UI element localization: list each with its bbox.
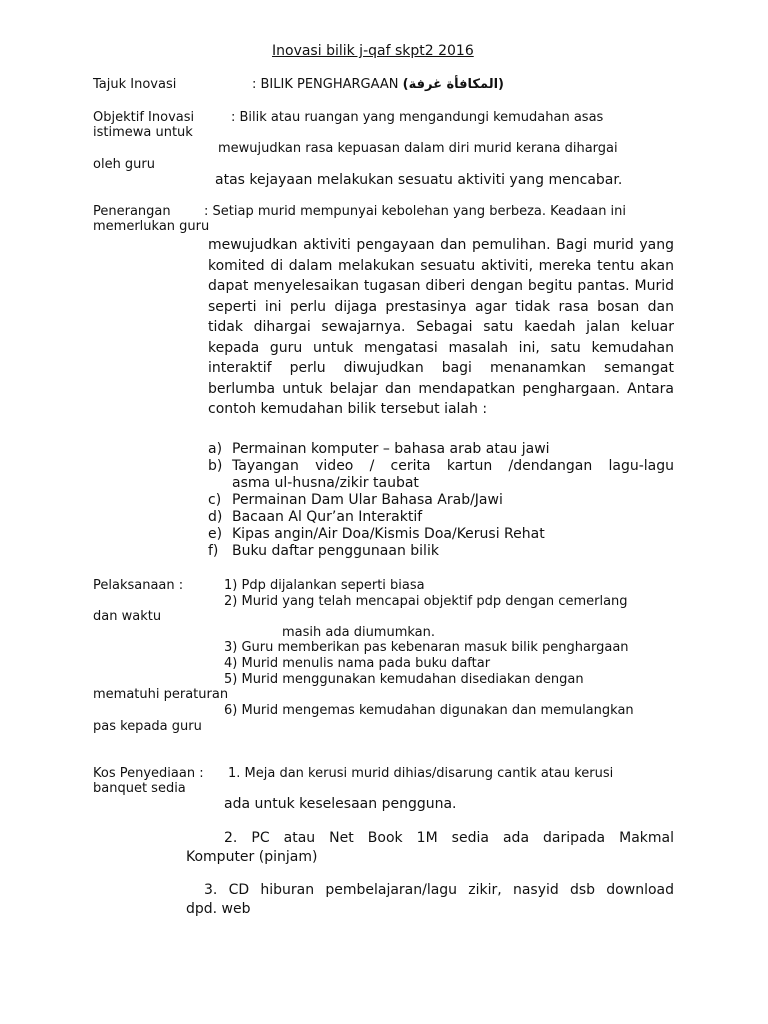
kos-label: Kos Penyediaan : <box>93 766 204 781</box>
list-item <box>208 543 674 560</box>
pelaksanaan-step-2: 2) Murid yang telah mencapai objektif pdp dengan cemerlang <box>224 594 628 609</box>
kos-item-2: 2. PC atau Net Book 1M sedia ada daripada Makmal <box>224 830 674 846</box>
pelaksanaan-step-6-cont: pas kepada guru <box>93 719 202 734</box>
penerangan-paragraph: mewujudkan aktiviti pengayaan dan pemulihan. Bagi murid yang komited di dalam melakukan sesuatu aktiviti, mereka tentu akan dapat menyelesaikan tugasan diberi dengan begitu pantas. Murid seperti ini perlu dijaga prestasinya agar tidak rasa bosan dan tidak dihargai sewajarnya. Sebagai satu kaedah jalan keluar kepada guru untuk mengatasi masalah ini, satu kemudahan interaktif perlu diwujudkan bagi menanamkan semangat berlumba untuk belajar dan mendapatkan penghargaan. Antara contoh kemudahan bilik tersebut ialah : <box>208 237 674 417</box>
tajuk-arabic: (المكافأة غرفة) <box>402 77 504 92</box>
list-item <box>208 458 674 475</box>
pelaksanaan-step-1: 1) Pdp dijalankan seperti biasa <box>224 578 425 593</box>
kos-item-2-cont: Komputer (pinjam) <box>186 849 318 865</box>
list-item-label: c) <box>208 492 222 508</box>
pelaksanaan-step-4: 4) Murid menulis nama pada buku daftar <box>224 656 491 671</box>
pelaksanaan-step-3: 3) Guru memberikan pas kebenaran masuk bilik penghargaan <box>224 640 629 655</box>
kemudahan-list <box>208 441 674 560</box>
document-title: Inovasi bilik j-qaf skpt2 2016 <box>272 43 474 59</box>
kos-item-1-cont-2: ada untuk keselesaan pengguna. <box>224 796 457 812</box>
list-item-label: f) <box>208 543 219 559</box>
objektif-line-3: mewujudkan rasa kepuasan dalam diri murid kerana dihargai <box>218 141 618 156</box>
objektif-line-5: atas kejayaan melakukan sesuatu aktiviti yang mencabar. <box>215 172 623 188</box>
list-item-text: Permainan Dam Ular Bahasa Arab/Jawi <box>232 492 503 508</box>
penerangan-line-1: : Setiap murid mempunyai kebolehan yang berbeza. Keadaan ini <box>204 204 627 219</box>
objektif-line-2: istimewa untuk <box>93 125 193 140</box>
pelaksanaan-label: Pelaksanaan : <box>93 578 184 593</box>
tajuk-label: Tajuk Inovasi <box>93 77 177 92</box>
pelaksanaan-step-2-cont: dan waktu <box>93 609 162 624</box>
kos-item-1: 1. Meja dan kerusi murid dihias/disarung cantik atau kerusi <box>228 766 614 781</box>
list-item <box>208 509 674 526</box>
kos-item-3: 3. CD hiburan pembelajaran/lagu zikir, nasyid dsb download <box>204 882 674 898</box>
list-item-text: Kipas angin/Air Doa/Kismis Doa/Kerusi Rehat <box>232 526 545 542</box>
tajuk-value-text: : BILIK PENGHARGAAN <box>252 77 399 92</box>
tajuk-value <box>252 77 504 92</box>
penerangan-line-2: memerlukan guru <box>93 219 210 234</box>
objektif-label: Objektif Inovasi <box>93 110 195 125</box>
list-item-label: b) <box>208 458 223 474</box>
pelaksanaan-step-6: 6) Murid mengemas kemudahan digunakan dan memulangkan <box>224 703 634 718</box>
list-item <box>208 441 674 458</box>
list-item <box>208 526 674 543</box>
kos-item-1-cont: banquet sedia <box>93 781 186 796</box>
penerangan-label: Penerangan <box>93 204 171 219</box>
list-item-continuation: asma ul-husna/zikir taubat <box>232 475 419 491</box>
objektif-line-1: : Bilik atau ruangan yang mengandungi kemudahan asas <box>231 110 604 125</box>
list-item <box>208 492 674 509</box>
list-item-text: Bacaan Al Qur’an Interaktif <box>232 509 423 525</box>
list-item-label: e) <box>208 526 223 542</box>
kos-item-3-cont: dpd. web <box>186 901 251 917</box>
list-item-text: Permainan komputer – bahasa arab atau jawi <box>232 441 550 457</box>
pelaksanaan-step-5-cont: mematuhi peraturan <box>93 687 229 702</box>
list-item-text: Tayangan video / cerita kartun /dendangan lagu-lagu <box>232 458 674 474</box>
list-item-label: a) <box>208 441 223 457</box>
objektif-line-4: oleh guru <box>93 157 156 172</box>
pelaksanaan-step-5: 5) Murid menggunakan kemudahan disediakan dengan <box>224 672 584 687</box>
list-item-text: Buku daftar penggunaan bilik <box>232 543 439 559</box>
list-item-label: d) <box>208 509 223 525</box>
pelaksanaan-step-2-cont-2: masih ada diumumkan. <box>282 625 436 640</box>
